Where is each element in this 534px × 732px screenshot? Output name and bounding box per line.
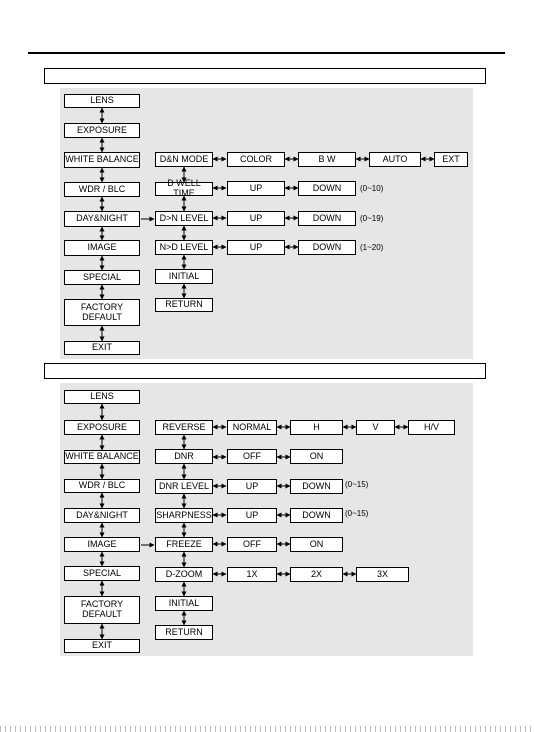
dn-level-down: DOWN <box>298 211 356 226</box>
page-bottom-edge <box>0 726 534 732</box>
main-menu-image-2: IMAGE <box>64 537 140 552</box>
image-return-item: RETURN <box>155 625 213 640</box>
main-menu-lens-2: LENS <box>64 390 140 404</box>
image-initial-item: INITIAL <box>155 596 213 611</box>
mode-option-auto: AUTO <box>369 152 421 167</box>
main-menu-lens: LENS <box>64 94 140 108</box>
dn-level-range: (0~19) <box>360 214 384 223</box>
dn-level-item: D>N LEVEL <box>155 211 213 226</box>
main-menu-exposure-2: EXPOSURE <box>64 420 140 435</box>
dnr-option-off: OFF <box>227 449 277 464</box>
dzoom-option-2x: 2X <box>290 567 343 582</box>
mode-option-color: COLOR <box>227 152 285 167</box>
sharpness-range: (0~15) <box>345 509 369 518</box>
main-menu-wdr-blc: WDR / BLC <box>64 182 140 197</box>
sharpness-up: UP <box>227 508 277 523</box>
dn-level-up: UP <box>227 211 285 226</box>
dnr-item: DNR <box>155 449 213 464</box>
reverse-option-v: V <box>356 420 395 435</box>
freeze-option-on: ON <box>290 537 343 552</box>
main-menu-day-night-2: DAY&NIGHT <box>64 508 140 523</box>
sharpness-item: SHARPNESS <box>155 508 213 523</box>
mode-option-bw: B W <box>298 152 356 167</box>
main-menu-white-balance: WHITE BALANCE <box>64 152 140 168</box>
dnr-option-on: ON <box>290 449 343 464</box>
main-menu-exit-2: EXIT <box>64 639 140 653</box>
main-menu-white-balance-2: WHITE BALANCE <box>64 450 140 464</box>
nd-level-down: DOWN <box>298 240 356 255</box>
main-menu-factory-default-2: FACTORY DEFAULT <box>64 596 140 624</box>
main-menu-special: SPECIAL <box>64 270 140 285</box>
reverse-item: REVERSE <box>155 420 213 435</box>
dwell-time-down: DOWN <box>298 181 356 196</box>
dwell-time-range: (0~10) <box>360 184 384 193</box>
dnr-level-range: (0~15) <box>345 480 369 489</box>
dnr-level-down: DOWN <box>290 479 343 494</box>
main-menu-day-night: DAY&NIGHT <box>64 211 140 227</box>
dzoom-option-3x: 3X <box>356 567 409 582</box>
freeze-item: FREEZE <box>155 537 213 552</box>
main-menu-special-2: SPECIAL <box>64 566 140 581</box>
dzoom-item: D-ZOOM <box>155 567 213 582</box>
nd-level-item: N>D LEVEL <box>155 240 213 255</box>
main-menu-wdr-blc-2: WDR / BLC <box>64 479 140 493</box>
dwell-time-up: UP <box>227 181 285 196</box>
dn-initial-item: INITIAL <box>155 269 213 284</box>
dnr-level-item: DNR LEVEL <box>155 479 213 494</box>
sharpness-down: DOWN <box>290 508 343 523</box>
dwell-time-item: D WELL TIME <box>155 182 213 196</box>
main-menu-exit: EXIT <box>64 341 140 355</box>
nd-level-up: UP <box>227 240 285 255</box>
freeze-option-off: OFF <box>227 537 277 552</box>
nd-level-range: (1~20) <box>360 243 384 252</box>
main-menu-factory-default: FACTORY DEFAULT <box>64 299 140 326</box>
reverse-option-normal: NORMAL <box>227 420 277 435</box>
dnr-level-up: UP <box>227 479 277 494</box>
dn-mode-item: D&N MODE <box>155 152 213 167</box>
reverse-option-hv: H/V <box>408 420 455 435</box>
dn-return-item: RETURN <box>155 298 213 312</box>
reverse-option-h: H <box>290 420 343 435</box>
mode-option-ext: EXT <box>434 152 468 167</box>
main-menu-exposure: EXPOSURE <box>64 123 140 138</box>
dzoom-option-1x: 1X <box>227 567 277 582</box>
main-menu-image: IMAGE <box>64 240 140 256</box>
